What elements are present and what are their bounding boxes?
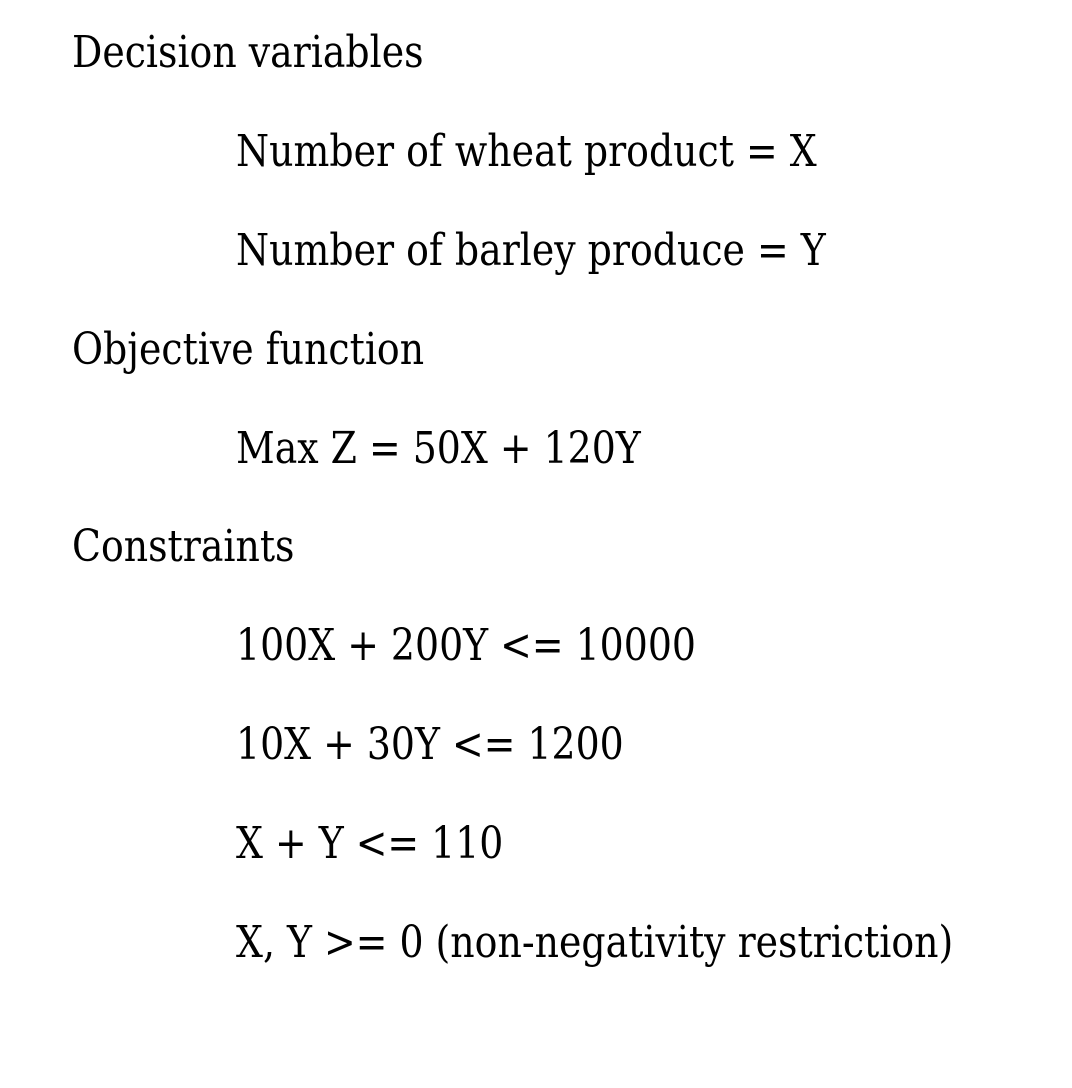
section-heading-constraints: Constraints	[72, 521, 295, 572]
constraint-line-3: X + Y <= 110	[236, 818, 504, 869]
constraint-line-1: 100X + 200Y <= 10000	[236, 620, 696, 671]
decision-variable-wheat: Number of wheat product = X	[236, 126, 817, 177]
section-heading-objective-function: Objective function	[72, 324, 425, 375]
objective-function-equation: Max Z = 50X + 120Y	[236, 423, 641, 474]
section-heading-decision-variables: Decision variables	[72, 27, 424, 78]
decision-variable-barley: Number of barley produce = Y	[236, 225, 826, 276]
constraint-line-2: 10X + 30Y <= 1200	[236, 719, 624, 770]
constraint-non-negativity: X, Y >= 0 (non-negativity restriction)	[236, 917, 954, 968]
